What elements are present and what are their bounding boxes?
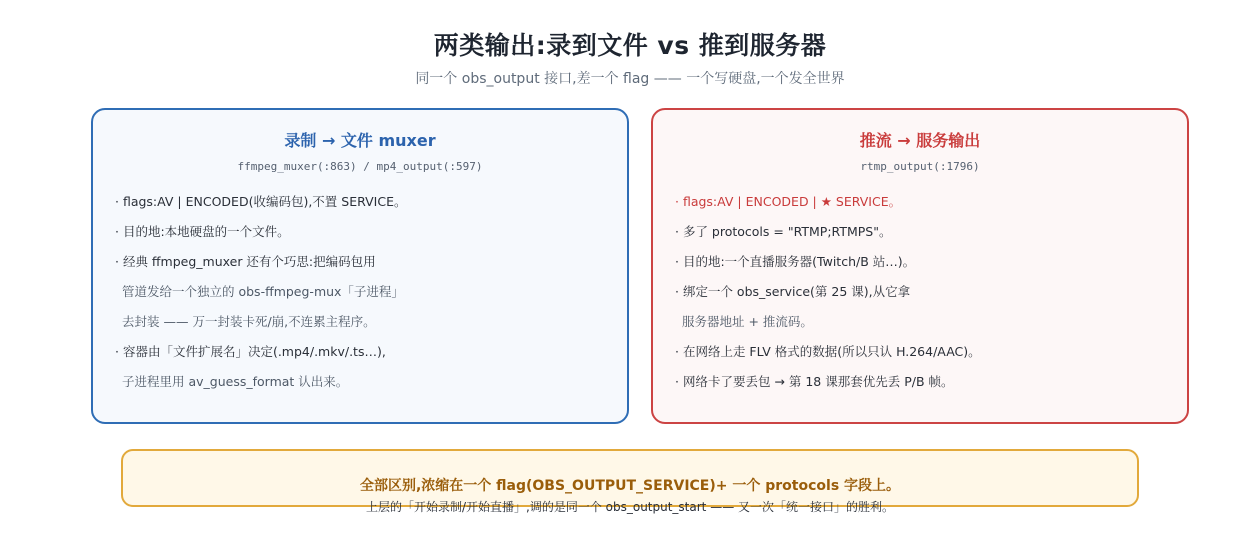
stream-card-source-ref: rtmp_output(:1796) bbox=[860, 160, 980, 173]
summary-box bbox=[121, 449, 1139, 514]
summary-text: 上层的「开始录制/开始直播」,调的是同一个 obs_output_start —— 又一次「统一接口」的胜利。 bbox=[365, 500, 895, 514]
stream-line-service: · 绑定一个 obs_service(第 25 课),从它拿 bbox=[675, 284, 911, 299]
record-line-flags: · flags:AV | ENCODED(收编码包),不置 SERVICE。 bbox=[115, 194, 407, 209]
record-line-container-cont: 子进程里用 av_guess_format 认出来。 bbox=[122, 374, 349, 389]
record-line-trick-cont-1: 管道发给一个独立的 obs-ffmpeg-mux「子进程」 bbox=[122, 284, 404, 299]
record-card bbox=[91, 108, 629, 424]
record-card-title: 录制 → 文件 muxer bbox=[284, 131, 436, 150]
record-card-lines bbox=[115, 192, 611, 402]
record-line-trick: · 经典 ffmpeg_muxer 还有个巧思:把编码包用 bbox=[115, 254, 376, 269]
page-title: 两类输出:录到文件 vs 推到服务器 bbox=[433, 31, 827, 60]
stream-card-title: 推流 → 服务输出 bbox=[859, 131, 981, 150]
record-card-source-ref: ffmpeg_muxer(:863) / mp4_output(:597) bbox=[237, 160, 483, 173]
stream-card bbox=[651, 108, 1189, 424]
record-line-container: · 容器由「文件扩展名」决定(.mp4/.mkv/.ts…), bbox=[115, 344, 386, 359]
stream-line-destination: · 目的地:一个直播服务器(Twitch/B 站…)。 bbox=[675, 254, 916, 269]
summary-title: 全部区别,浓缩在一个 flag(OBS_OUTPUT_SERVICE)+ 一个 protocols 字段上。 bbox=[359, 478, 901, 494]
stream-line-protocols: · 多了 protocols = "RTMP;RTMPS"。 bbox=[675, 224, 892, 239]
record-line-destination: · 目的地:本地硬盘的一个文件。 bbox=[115, 224, 290, 239]
record-line-trick-cont-2: 去封装 —— 万一封装卡死/崩,不连累主程序。 bbox=[122, 314, 376, 329]
stream-line-flv: · 在网络上走 FLV 格式的数据(所以只认 H.264/AAC)。 bbox=[675, 344, 981, 359]
stream-line-drop: · 网络卡了要丢包 → 第 18 课那套优先丢 P/B 帧。 bbox=[675, 374, 954, 389]
page-subtitle: 同一个 obs_output 接口,差一个 flag —— 一个写硬盘,一个发全世界 bbox=[415, 71, 845, 87]
stream-card-lines bbox=[675, 192, 1171, 402]
stream-line-service-cont: 服务器地址 + 推流码。 bbox=[682, 314, 813, 329]
stream-line-flags: · flags:AV | ENCODED | ★ SERVICE。 bbox=[675, 194, 902, 209]
